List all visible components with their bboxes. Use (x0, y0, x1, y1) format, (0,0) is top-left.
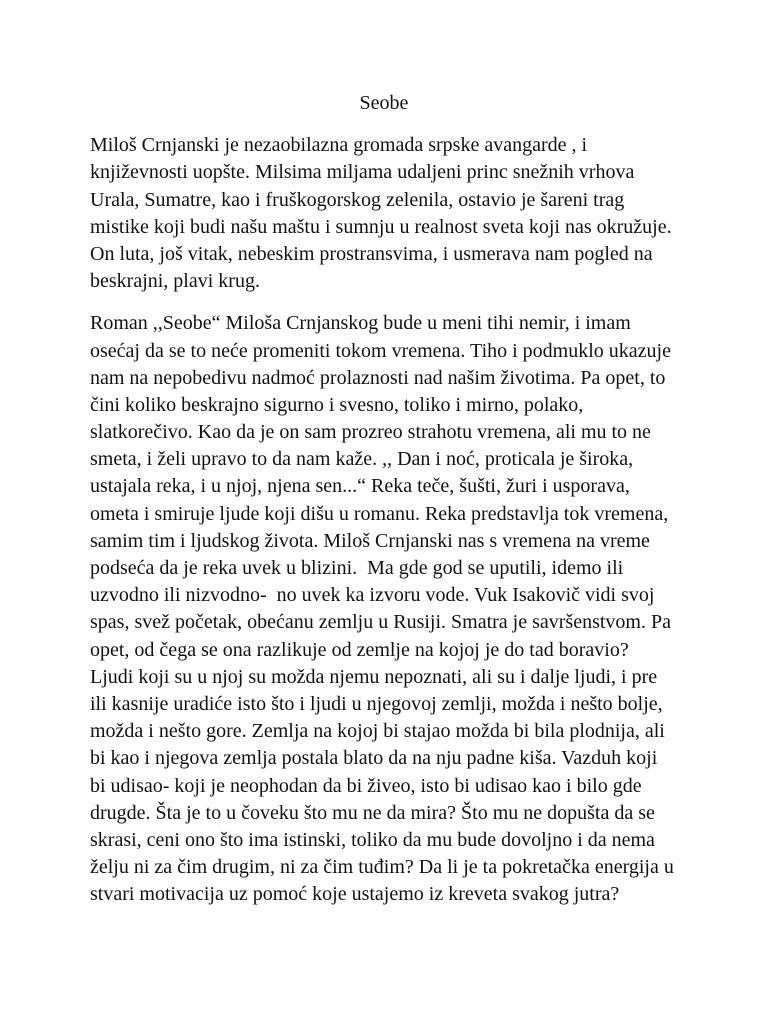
paragraph-1 (90, 132, 678, 295)
paragraph-line: samim tim i ljudskog života. Miloš Crnjanski nas s vremena na vreme (90, 529, 650, 552)
paragraph-line: drugde. Šta je to u čoveku što mu ne da mira? Što mu ne dopušta da se (90, 801, 655, 824)
paragraph-line: bi udisao- koji je neophodan da bi živeo, isto bi udisao kao i bilo gde (90, 774, 642, 797)
paragraph-line: uzvodno ili nizvodno- no uvek ka izvoru vode. Vuk Isakovič vidi svoj (90, 584, 655, 607)
paragraph-line: On luta, još vitak, nebeskim prostransvima, i usmerava nam pogled na (90, 242, 653, 265)
paragraph-line: bi kao i njegova zemlja postala blato da na nju padne kiša. Vazduh koji (90, 747, 658, 770)
paragraph-line: stvari motivacija uz pomoć koje ustajemo iz kreveta svakog jutra? (90, 883, 620, 906)
paragraph-line: ustajala reka, i u njoj, njena sen...“ Reka teče, šušti, žuri i usporava, (90, 475, 630, 498)
paragraph-line: slatkorečivo. Kao da je on sam prozreo strahotu vremena, ali mu to ne (90, 421, 651, 444)
paragraph-line: književnosti uopšte. Milsima miljama udaljeni princ snežnih vrhova (90, 161, 635, 184)
paragraph-line: ili kasnije uradiće isto što i ljudi u njegovoj zemlji, možda i nešto bolje, (90, 692, 663, 715)
paragraph-line: ometa i smiruje ljude koji dišu u romanu. Reka predstavlja tok vremena, (90, 502, 669, 525)
document-title: Seobe (359, 92, 409, 114)
paragraph-line: Miloš Crnjanski je nezaobilazna gromada srpske avangarde , i (90, 134, 588, 157)
paragraph-2 (90, 310, 678, 908)
paragraph-line: mistike koji budi našu maštu i sumnju u realnost sveta koji nas okružuje. (90, 215, 672, 238)
paragraph-line: Roman ,,Seobe“ Miloša Crnjanskog bude u meni tihi nemir, i imam (90, 312, 631, 335)
document-page (90, 90, 678, 923)
paragraph-line: beskrajni, plavi krug. (90, 270, 260, 293)
paragraph-line: želju ni za čim drugim, ni za čim tuđim? Da li je ta pokretačka energija u (90, 856, 674, 879)
paragraph-line: osećaj da se to neće promeniti tokom vremena. Tiho i podmuklo ukazuje (90, 339, 671, 362)
paragraph-line: čini koliko beskrajno sigurno i svesno, toliko i mirno, polako, (90, 393, 584, 416)
paragraph-line: opet, od čega se ona razlikuje od zemlje na kojoj je do tad boravio? (90, 638, 629, 661)
paragraph-line: Ljudi koji su u njoj su možda njemu nepoznati, ali su i dalje ljudi, i pre (90, 665, 658, 688)
paragraph-line: podseća da je reka uvek u blizini. Ma gde god se uputili, idemo ili (90, 557, 624, 580)
paragraph-line: možda i nešto gore. Zemlja na kojoj bi stajao možda bi bila plodnija, ali (90, 720, 665, 743)
paragraph-line: smeta, i želi upravo to da nam kaže. ,, Dan i noć, proticala je široka, (90, 448, 634, 471)
paragraph-line: Urala, Sumatre, kao i fruškogorskog zelenila, ostavio je šareni trag (90, 188, 625, 211)
paragraph-line: skrasi, ceni ono što ima istinski, toliko da mu bude dovoljno i da nema (90, 828, 655, 851)
paragraph-line: nam na nepobedivu nadmoć prolaznosti nad našim životima. Pa opet, to (90, 366, 666, 389)
paragraph-line: spas, svež početak, obećanu zemlju u Rusiji. Smatra je savršenstvom. Pa (90, 611, 671, 634)
